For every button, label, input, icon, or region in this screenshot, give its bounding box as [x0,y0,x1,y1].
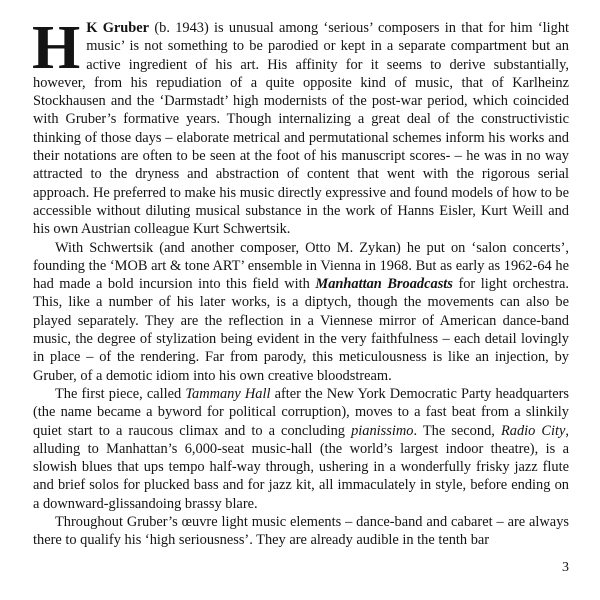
paragraph-4 [33,513,569,550]
page-number: 3 [562,560,569,575]
paragraph-1 [32,14,570,239]
paragraph-4-text: Throughout Gruber’s œuvre light music elements – dance-band and cabaret – are always there to qualify his ‘high seriousness’. They are already audible in the tenth bar [33,514,569,549]
paragraph-3-text-d: , alluding to Manhattan’s 6,000-seat music-hall (the world’s largest indoor theatre), is a slowish blues that ups tempo half-way through, ushering in a wonderfully frisky jazz flute and brief solos for plucked bass and for jazz kit, all immaculately in style, before ending on a downward-glissandoing brassy blare. [33,422,569,512]
paragraph-3-text-c: . The second, [413,422,501,439]
work-title-radio-city: Radio City [500,422,566,439]
paragraph-2-text-b: for light orchestra. This, like a number of his later works, is a diptych, though the movements can also be played separately. They are the reflection in a Viennese mirror of American dance-band music, the degree of stylization being evident in the very faithfulness – each detail lovingly in place – of the rendering. Far from parody, this meticulousness is like an injection, by Gruber, of a demotic idiom into his own creative bloodstream. [33,276,570,384]
article-body [32,14,570,550]
work-title-manhattan-broadcasts: Manhattan Broadcasts [315,276,453,293]
paragraph-3 [33,385,569,513]
paragraph-2 [33,239,569,385]
work-title-tammany-hall: Tammany Hall [185,385,271,402]
lead-name: K Gruber [86,20,150,36]
paragraph-3-text-b: after the New York Democratic Party headquarters (the name became a byword for political corruption), moves to a fast beat from a slinkily quiet start to a raucous climax and to a concluding [33,385,569,439]
paragraph-3-text-a: The first piece, called [55,385,186,402]
paragraph-1-text: (b. 1943) is unusual among ‘serious’ composers in that for him ‘light music’ is not something to be parodied or kept in a separate compartment but an active ingredient of his art. His affinity for it seems to derive substantially, however, from his repudiation of a quite opposite kind of music, that of Karlheinz Stockhausen and the ‘Darmstadt’ high modernists of the post-war period, which coincided with Gruber’s formative years. Though internalizing a great deal of the constructivistic thinking of those days – elaborate metrical and permutational schemes inform his works and their notations are often to be seen at the foot of his manuscript scores- – he was in no way attracted to the dryness and abstraction of content that went with the rigorous serial approach. He preferred to make his music directly expressive and found models of how to be accessible without diluting musical substance in the work of Hanns Eisler, Kurt Weill and his own Austrian colleague Kurt Schwertsik. [33,20,570,238]
paragraph-2-text-a: With Schwertsik (and another composer, Otto M. Zykan) he put on ‘salon concerts’, founding the ‘MOB art & tone ART’ ensemble in Vienna in 1968. But as early as 1962-64 he had made a bold incursion into this field with [33,239,569,293]
term-pianissimo: pianissimo [351,422,414,439]
drop-cap: H [32,14,81,82]
